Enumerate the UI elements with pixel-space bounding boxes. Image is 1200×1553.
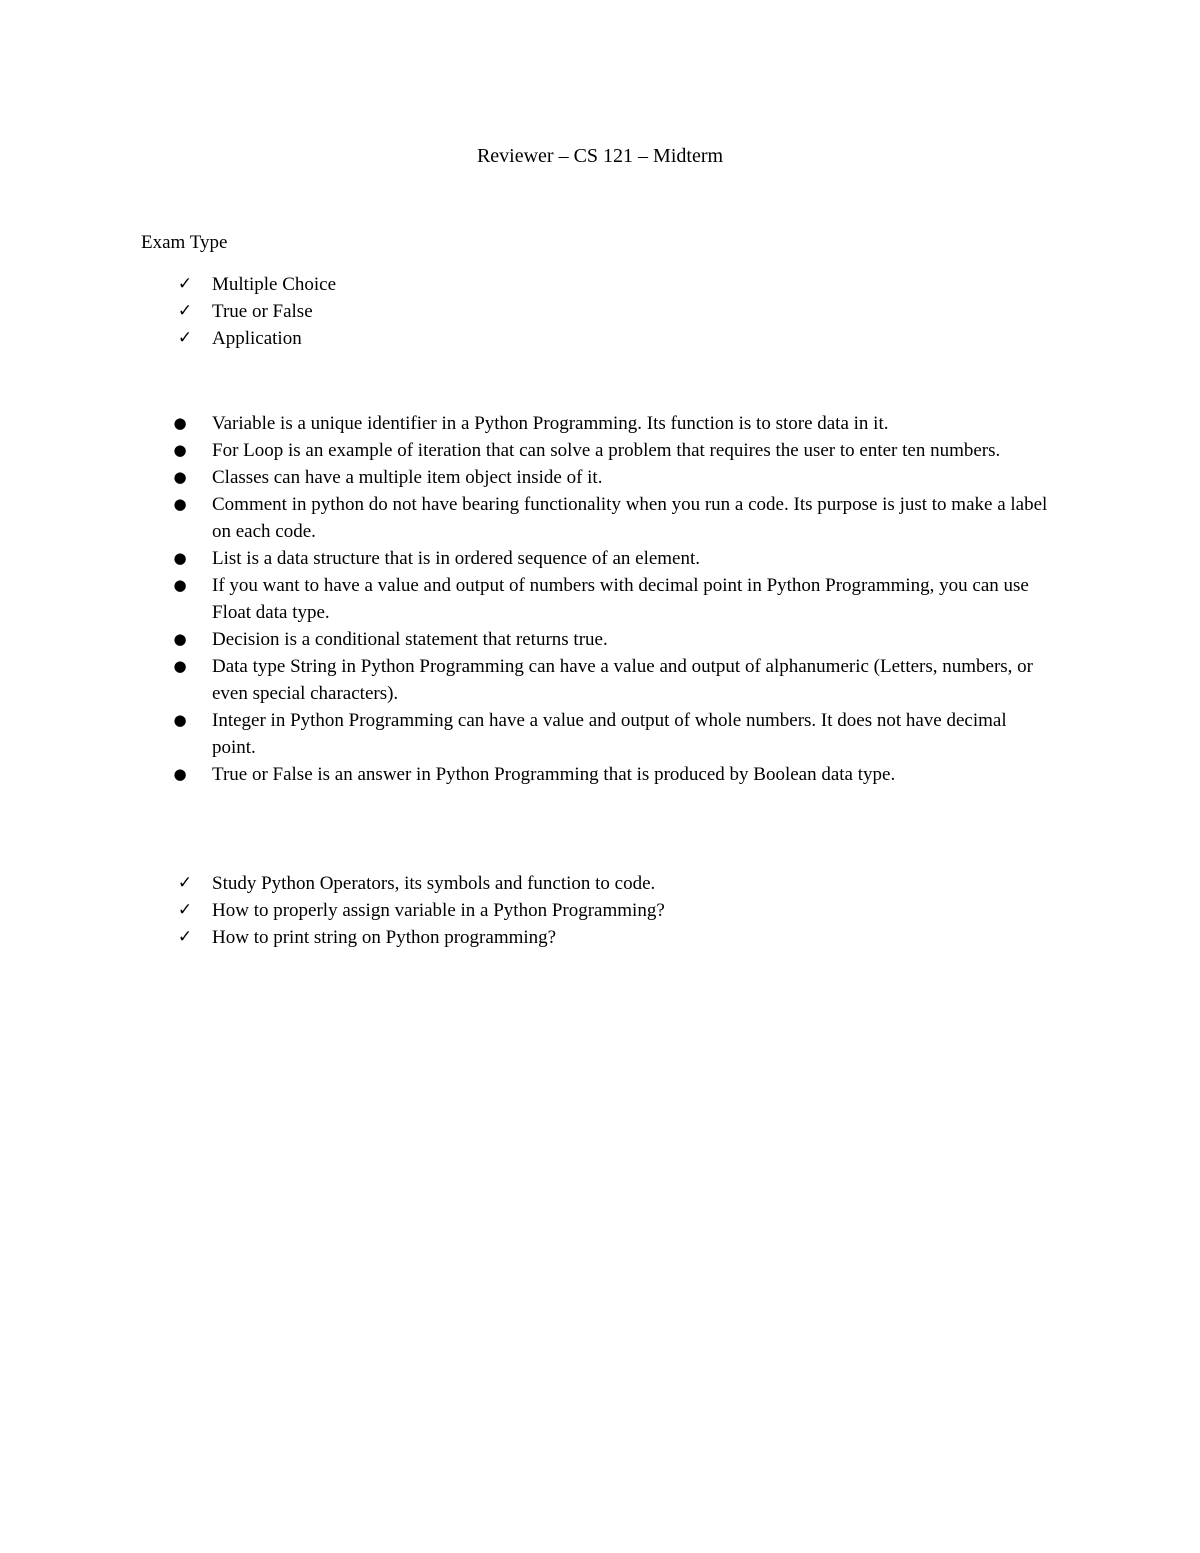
bullet-icon: ● [173,549,187,567]
fact-text: Data type String in Python Programming can have a value and output of alphanumeric (Letters, numbers, or even special characters). [212,656,1034,704]
fact-text: List is a data structure that is in ordered sequence of an element. [212,548,701,569]
exam-type-label: Application [212,328,302,349]
fact-text: True or False is an answer in Python Programming that is produced by Boolean data type. [212,764,896,785]
list-item [0,545,1052,572]
fact-text: Comment in python do not have bearing functionality when you run a code. Its purpose is just to make a label on each code. [212,494,1048,542]
fact-text: Integer in Python Programming can have a value and output of whole numbers. It does not have decimal point. [212,710,1007,758]
bullet-icon: ● [173,630,187,648]
exam-type-heading: Exam Type [141,232,228,253]
bullet-icon: ● [173,576,187,594]
list-item [0,410,1052,437]
bullet-icon: ● [173,414,187,432]
check-mark-icon: ✓ [177,274,193,294]
fact-text: For Loop is an example of iteration that can solve a problem that requires the user to enter ten numbers. [212,440,1001,461]
study-tips-list [0,870,1200,951]
study-tip-text: How to print string on Python programming? [212,927,557,948]
list-item [0,653,1052,707]
exam-type-label: True or False [212,301,313,322]
exam-type-label: Multiple Choice [212,274,337,295]
list-item [0,298,1052,325]
page-title: Reviewer – CS 121 – Midterm [476,145,724,167]
list-item [0,761,1052,788]
bullet-icon: ● [173,765,187,783]
list-item [0,897,1052,924]
bullet-icon: ● [173,711,187,729]
list-item [0,437,1052,464]
bullet-icon: ● [173,657,187,675]
check-mark-icon: ✓ [177,900,193,920]
exam-type-list [0,271,1200,352]
list-item [0,464,1052,491]
fact-text: Decision is a conditional statement that returns true. [212,629,608,650]
fact-text: Classes can have a multiple item object inside of it. [212,467,603,488]
check-mark-icon: ✓ [177,301,193,321]
check-mark-icon: ✓ [177,927,193,947]
bullet-icon: ● [173,495,187,513]
list-item [0,491,1052,545]
fact-text: If you want to have a value and output of numbers with decimal point in Python Programming, you can use Float data type. [212,575,1029,623]
study-tip-text: How to properly assign variable in a Python Programming? [212,900,665,921]
list-item [0,626,1052,653]
check-mark-icon: ✓ [177,873,193,893]
fact-text: Variable is a unique identifier in a Python Programming. Its function is to store data in it. [212,413,889,434]
check-mark-icon: ✓ [177,328,193,348]
list-item [0,924,1052,951]
list-item [0,707,1052,761]
study-tip-text: Study Python Operators, its symbols and function to code. [212,873,656,894]
list-item [0,325,1052,352]
bullet-icon: ● [173,468,187,486]
bullet-icon: ● [173,441,187,459]
list-item [0,870,1052,897]
facts-list [0,410,1200,788]
list-item [0,572,1052,626]
list-item [0,271,1052,298]
